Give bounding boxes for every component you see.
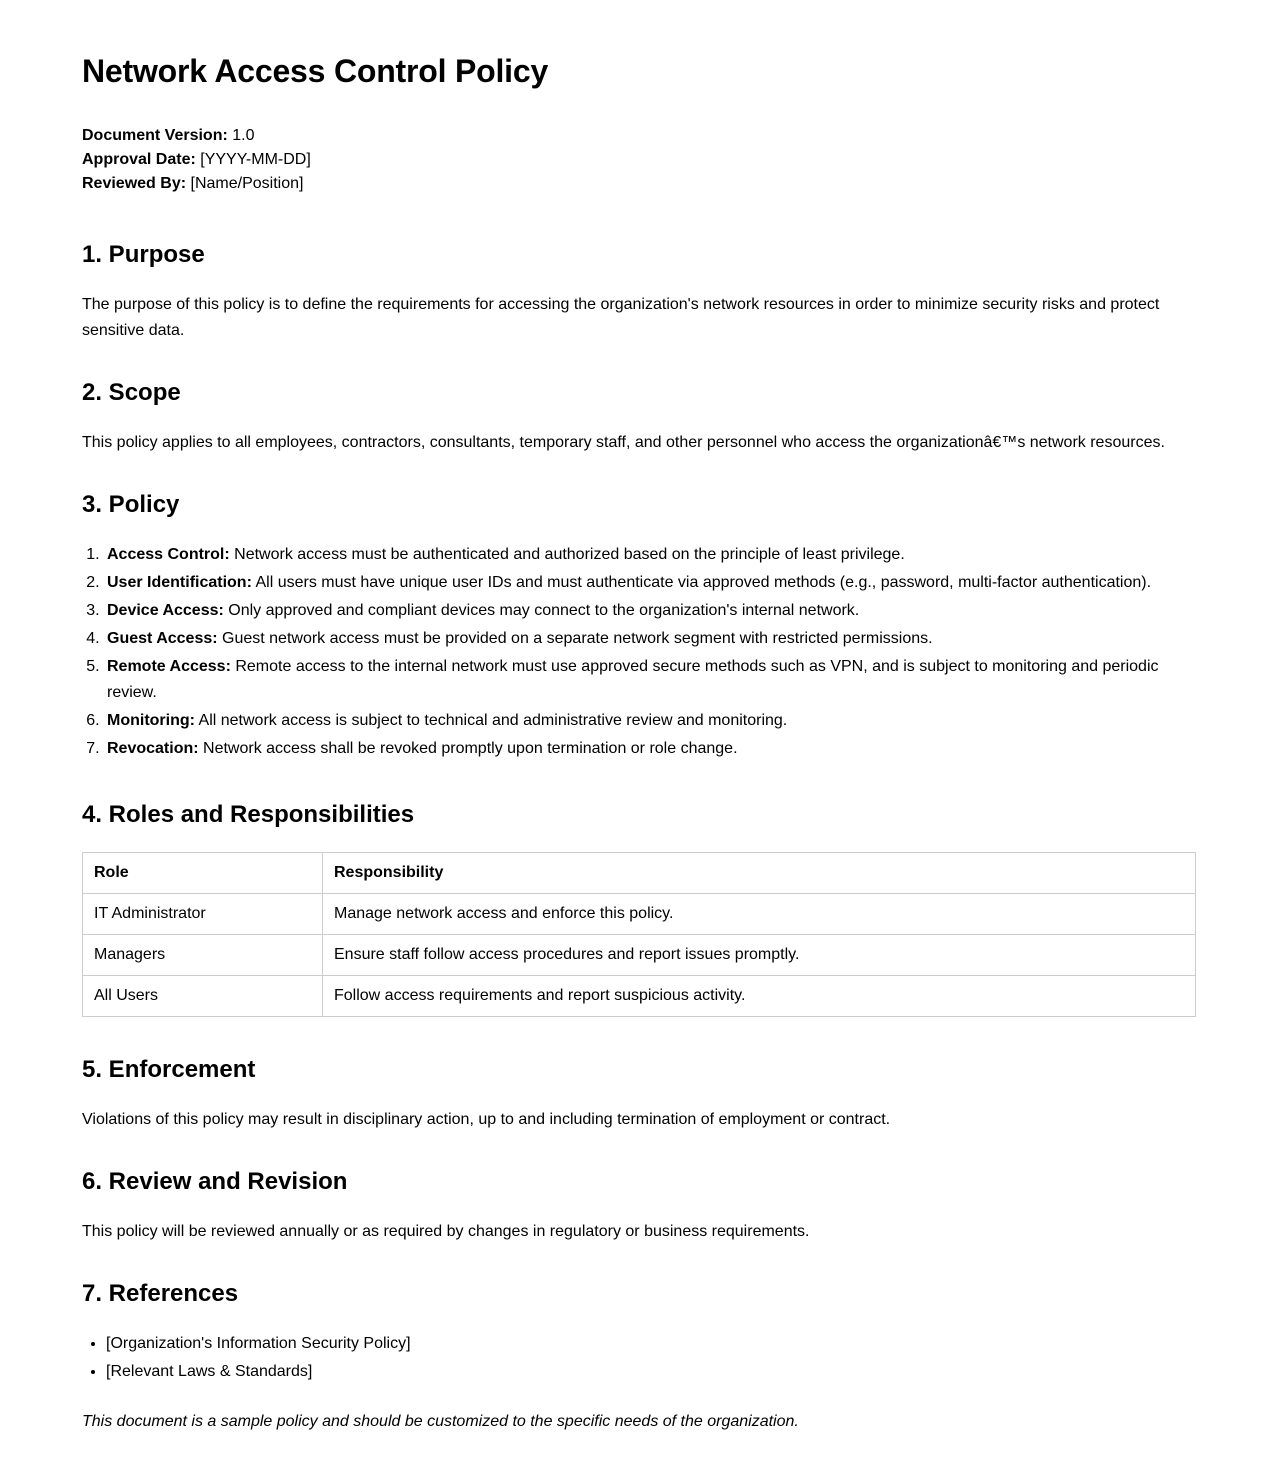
metadata-approval-line [82, 148, 1196, 172]
list-item-text: Guest network access must be provided on a separate network segment with restricted permissions. [217, 630, 933, 648]
table-cell-responsibility: Ensure staff follow access procedures and report issues promptly. [323, 935, 1196, 976]
section-enforcement [82, 1055, 1196, 1133]
metadata-reviewed-label: Reviewed By: [82, 175, 187, 193]
section-body-scope: This policy applies to all employees, contractors, consultants, temporary staff, and other personnel who access the organizationâ€™s network resources. [82, 434, 1165, 452]
list-item-text: Remote access to the internal network must use approved secure methods such as VPN, and is subject to monitoring and periodic review. [107, 658, 1159, 702]
roles-table-body [83, 894, 1196, 1017]
section-heading-policy: 3. Policy [82, 491, 180, 519]
metadata-version-label: Document Version: [82, 127, 228, 145]
page-title: Network Access Control Policy [82, 53, 549, 89]
list-item-text: Network access shall be revoked promptly upon termination or role change. [198, 740, 738, 758]
list-item-text: All network access is subject to technical and administrative review and monitoring. [194, 712, 788, 730]
list-item-text: All users must have unique user IDs and must authenticate via approved methods (e.g., password, multi-factor authentication). [251, 574, 1152, 592]
list-item [104, 542, 1196, 568]
list-item: • [Organization's Information Security Policy] [106, 1331, 1196, 1357]
list-item [104, 736, 1196, 762]
list-item [104, 570, 1196, 596]
section-heading-purpose: 1. Purpose [82, 241, 205, 269]
table-column-header-role: Role [83, 853, 323, 894]
list-item-label: Revocation: [107, 740, 199, 758]
references-list [82, 1331, 1196, 1385]
metadata-approval-label: Approval Date: [82, 151, 196, 169]
list-item-label: User Identification: [107, 574, 252, 592]
table-row [83, 976, 1196, 1017]
section-heading-scope: 2. Scope [82, 379, 181, 407]
list-item: • [Relevant Laws & Standards] [106, 1359, 1196, 1385]
document-metadata [82, 124, 1196, 196]
section-body-review: This policy will be reviewed annually or as required by changes in regulatory or business requirements. [82, 1223, 810, 1241]
list-item [104, 598, 1196, 624]
section-review [82, 1167, 1196, 1245]
section-heading-roles: 4. Roles and Responsibilities [82, 801, 415, 829]
metadata-reviewed-line [82, 172, 1196, 196]
list-item [104, 708, 1196, 734]
table-cell-role: IT Administrator [83, 894, 323, 935]
metadata-version-value: 1.0 [232, 127, 255, 145]
section-body-enforcement: Violations of this policy may result in disciplinary action, up to and including termination of employment or contract. [82, 1111, 891, 1129]
roles-responsibilities-table [82, 852, 1196, 1017]
table-cell-responsibility: Manage network access and enforce this policy. [323, 894, 1196, 935]
section-references [82, 1279, 1196, 1385]
policy-list [82, 542, 1196, 762]
metadata-version-line [82, 124, 1196, 148]
table-cell-role: All Users [83, 976, 323, 1017]
list-item-label: Remote Access: [107, 658, 231, 676]
section-scope [82, 378, 1196, 456]
list-item-text: Only approved and compliant devices may connect to the organization's internal network. [223, 602, 860, 620]
table-row [83, 935, 1196, 976]
list-item-label: Access Control: [107, 546, 230, 564]
metadata-approval-value: [YYYY-MM-DD] [200, 151, 311, 169]
list-item-label: Device Access: [107, 602, 224, 620]
list-item-text: Network access must be authenticated and authorized based on the principle of least privilege. [229, 546, 905, 564]
table-cell-role: Managers [83, 935, 323, 976]
section-heading-review: 6. Review and Revision [82, 1168, 348, 1196]
list-item-label: Monitoring: [107, 712, 195, 730]
metadata-reviewed-value: [Name/Position] [190, 175, 304, 193]
table-cell-responsibility: Follow access requirements and report suspicious activity. [323, 976, 1196, 1017]
section-body-purpose: The purpose of this policy is to define the requirements for accessing the organization's network resources in order to minimize security risks and protect sensitive data. [82, 296, 1160, 340]
section-heading-references: 7. References [82, 1280, 239, 1308]
list-item [104, 654, 1196, 706]
section-roles [82, 800, 1196, 1017]
section-heading-enforcement: 5. Enforcement [82, 1056, 256, 1084]
closing-note: This document is a sample policy and should be customized to the specific needs of the organization. [82, 1413, 799, 1431]
table-column-header-responsibility: Responsibility [323, 853, 1196, 894]
section-purpose [82, 240, 1196, 344]
list-item-label: Guest Access: [107, 630, 218, 648]
list-item [104, 626, 1196, 652]
table-header-row [83, 853, 1196, 894]
section-policy [82, 490, 1196, 762]
table-row [83, 894, 1196, 935]
